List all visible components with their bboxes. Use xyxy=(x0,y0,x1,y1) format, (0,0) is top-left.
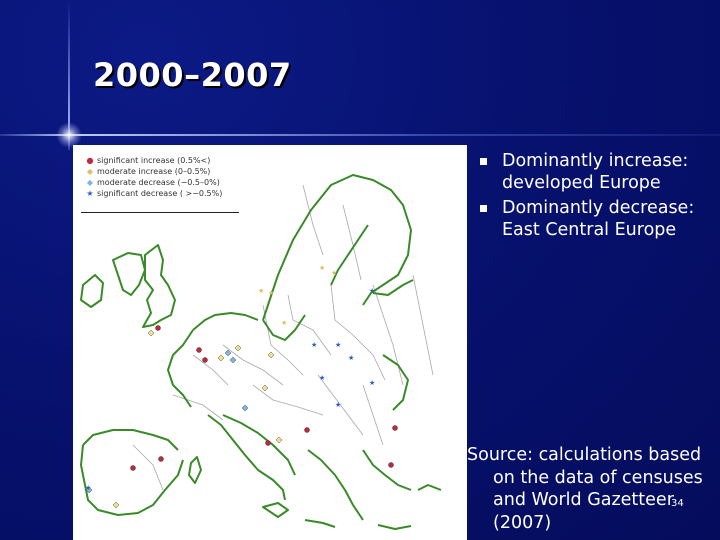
decorative-horizontal-line xyxy=(0,134,720,136)
source-text: (2007) xyxy=(493,512,552,533)
increase-point-4: ★ xyxy=(258,287,265,295)
legend-label: moderate decrease (−0.5–0%) xyxy=(97,178,220,187)
increase-point-1: ★ xyxy=(319,264,326,272)
map-legend xyxy=(85,155,222,199)
circle-icon: ● xyxy=(86,156,94,165)
source-note xyxy=(467,444,717,534)
increase-point-5: ★ xyxy=(281,319,288,327)
europe-map xyxy=(73,145,467,540)
bullet-text: Dominantly increase: xyxy=(502,151,689,171)
legend-item xyxy=(85,166,222,177)
source-text: Source: calculations based xyxy=(467,445,702,465)
diamond-icon: ◆ xyxy=(86,167,94,176)
legend-item xyxy=(85,177,222,188)
star-icon: ★ xyxy=(86,189,94,198)
country-borders xyxy=(133,185,433,490)
bullet-text: Dominantly decrease: xyxy=(502,198,695,218)
increase-point-2: ★ xyxy=(331,269,338,277)
decrease-point-6: ★ xyxy=(335,401,342,409)
bullet-text: East Central Europe xyxy=(502,220,677,240)
legend-label: significant decrease ( >−0.5%) xyxy=(97,189,223,198)
slide-title: 2000–2007 xyxy=(93,56,292,94)
increase-point-3: ★ xyxy=(268,289,275,297)
data-points xyxy=(85,264,398,508)
decrease-point-3: ★ xyxy=(348,354,355,362)
page-number: 34 xyxy=(671,498,684,509)
legend-divider xyxy=(81,212,239,213)
legend-label: moderate increase (0–0.5%) xyxy=(97,167,211,176)
square-bullet-icon xyxy=(480,205,487,212)
decrease-point-4: ★ xyxy=(319,374,326,382)
legend-item xyxy=(85,155,222,166)
decrease-point-2: ★ xyxy=(335,341,342,349)
decrease-point-1: ★ xyxy=(311,341,318,349)
decrease-point-5: ★ xyxy=(369,379,376,387)
coastlines xyxy=(81,175,441,529)
bullet-list xyxy=(478,150,718,244)
decrease-point-7: ★ xyxy=(369,287,376,295)
diamond-icon: ◆ xyxy=(86,178,94,187)
bullet-item xyxy=(478,150,718,194)
legend-label: significant increase (0.5%<) xyxy=(97,156,211,165)
map-graphic xyxy=(73,145,467,540)
source-text: and World Gazetteer xyxy=(493,490,674,510)
square-bullet-icon xyxy=(480,158,487,165)
source-text: on the data of censuses xyxy=(493,467,703,488)
legend-item xyxy=(85,188,222,199)
decrease-point-8: ★ xyxy=(85,484,92,492)
bullet-item xyxy=(478,197,718,241)
bullet-text: developed Europe xyxy=(502,173,661,193)
